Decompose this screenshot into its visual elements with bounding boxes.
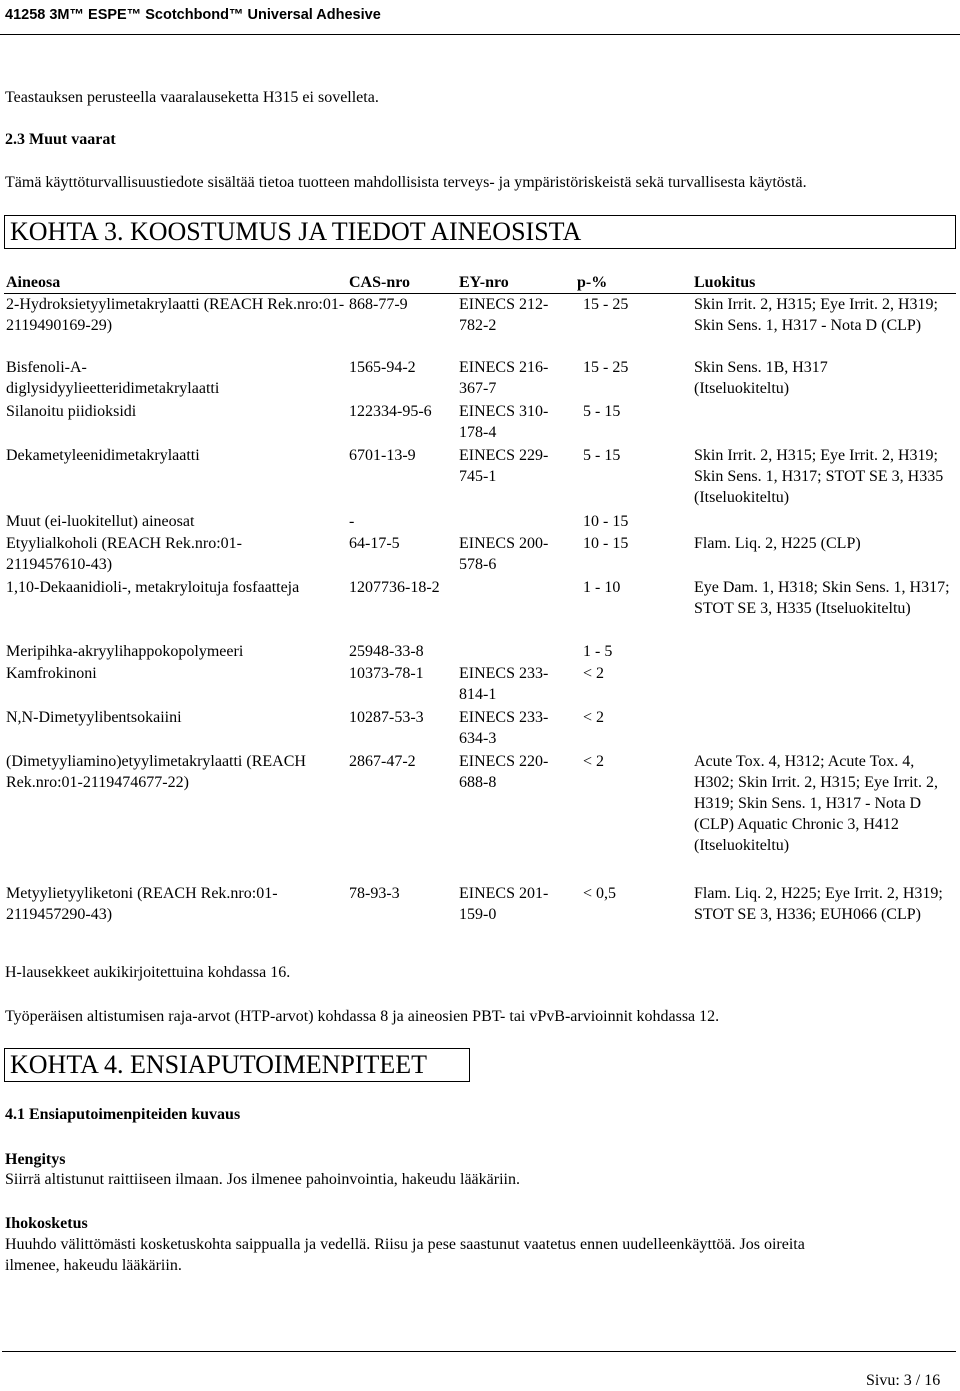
cell-ec: EINECS 200-578-6	[459, 534, 549, 573]
cell-ec: EINECS 229-745-1	[459, 446, 549, 485]
cell-class	[692, 641, 956, 663]
cell-pct: 15 - 25	[583, 296, 629, 313]
cell-class	[692, 511, 956, 533]
cell-class	[692, 707, 956, 751]
header-cas: CAS-nro	[347, 272, 457, 294]
ihokosketus-label: Ihokosketus	[5, 1215, 88, 1232]
cell-class: Skin Sens. 1B, H317 (Itseluokiteltu)	[694, 358, 828, 397]
cell-class: Flam. Liq. 2, H225 (CLP)	[694, 534, 861, 552]
cell-cas: 6701-13-9	[349, 446, 416, 464]
cell-ec	[457, 641, 575, 663]
cell-pct: < 0,5	[583, 884, 617, 902]
subheading-muut-vaarat: 2.3 Muut vaarat	[5, 131, 116, 148]
cell-pct: 15 - 25	[583, 358, 629, 376]
cell-cas: 1207736-18-2	[349, 578, 440, 596]
cell-class: Skin Irrit. 2, H315; Eye Irrit. 2, H319; Skin Sens. 1, H317; STOT SE 3, H335 (Itseluokiteltu)	[694, 446, 944, 506]
cell-class: Acute Tox. 4, H312; Acute Tox. 4, H302; Skin Irrit. 2, H315; Eye Irrit. 2, H319; Skin Sens. 1, H317 - Nota D (CLP) Aquatic Chronic 3, H412 (Itseluokiteltu)	[694, 752, 938, 854]
cell-cas: 64-17-5	[349, 534, 400, 552]
cell-cas: 10373-78-1	[349, 664, 424, 682]
cell-name: Metyylietyyliketoni (REACH Rek.nro:01-2119457290-43)	[6, 884, 278, 923]
table-row	[4, 357, 956, 401]
cell-class: Flam. Liq. 2, H225; Eye Irrit. 2, H319; STOT SE 3, H336; EUH066 (CLP)	[694, 884, 943, 923]
intro-text-2: Tämä käyttöturvallisuustiedote sisältää tietoa tuotteen mahdollisista terveys- ja ympäristöriskeistä sekä turvallisesta käytöstä.	[5, 174, 807, 191]
cell-ec	[457, 577, 575, 641]
cell-name: Bisfenoli-A-diglysidyylieetteridimetakrylaatti	[6, 358, 220, 397]
cell-pct: 10 - 15	[583, 512, 629, 530]
header-ey: EY-nro	[457, 272, 575, 294]
subheading-ensiapu: 4.1 Ensiaputoimenpiteiden kuvaus	[5, 1106, 241, 1123]
cell-cas: 2867-47-2	[349, 752, 416, 770]
cell-pct: 1 - 10	[583, 578, 621, 596]
cell-cas: 78-93-3	[349, 884, 400, 902]
table-row	[4, 445, 956, 511]
cell-pct: < 2	[583, 752, 605, 770]
cell-name: Muut (ei-luokitellut) aineosat	[6, 512, 195, 530]
section-3-heading: KOHTA 3. KOOSTUMUS JA TIEDOT AINEOSISTA	[4, 215, 956, 249]
composition-table	[4, 272, 956, 947]
cell-pct: 10 - 15	[583, 534, 629, 552]
cell-name: Dekametyleenidimetakrylaatti	[6, 446, 200, 464]
cell-cas: 10287-53-3	[349, 708, 424, 726]
cell-ec	[457, 511, 575, 533]
cell-name: Silanoitu piidioksidi	[6, 402, 137, 420]
document-header	[0, 0, 960, 35]
cell-name: 2-Hydroksietyylimetakrylaatti (REACH Rek.nro:01-2119490169-29)	[6, 296, 345, 334]
cell-class: Eye Dam. 1, H318; Skin Sens. 1, H317; STOT SE 3, H335 (Itseluokiteltu)	[694, 578, 950, 617]
ihokosketus-text-1: Huuhdo välittömästi kosketuskohta saippualla ja vedellä. Riisu ja pese saastunut vaatetus ennen uudelleenkäyttöä. Jos oireita	[5, 1236, 805, 1253]
cell-cas: -	[349, 512, 355, 530]
table-row	[4, 511, 956, 533]
cell-pct: < 2	[583, 664, 605, 682]
cell-pct: 5 - 15	[583, 446, 621, 464]
cell-pct: < 2	[583, 708, 605, 726]
table-row	[4, 294, 956, 357]
cell-name: Etyylialkoholi (REACH Rek.nro:01-2119457610-43)	[6, 534, 242, 573]
cell-name: 1,10-Dekaanidioli-, metakryloituja fosfaatteja	[6, 578, 300, 596]
cell-pct: 5 - 15	[583, 402, 621, 420]
header-luokitus: Luokitus	[692, 272, 956, 294]
hengitys-text: Siirrä altistunut raittiiseen ilmaan. Jos ilmenee pahoinvointia, hakeudu lääkäriin.	[5, 1171, 520, 1188]
cell-name: Kamfrokinoni	[6, 664, 97, 682]
table-row	[4, 883, 956, 947]
htp-note: Työperäisen altistumisen raja-arvot (HTP-arvot) kohdassa 8 ja aineosien PBT- tai vPvB-arvioinnit kohdassa 12.	[5, 1008, 720, 1025]
cell-class	[692, 663, 956, 707]
cell-ec: EINECS 201-159-0	[459, 884, 549, 923]
cell-cas: 122334-95-6	[349, 402, 432, 420]
section-4-heading: KOHTA 4. ENSIAPUTOIMENPITEET	[4, 1048, 470, 1082]
table-row	[4, 751, 956, 883]
table-row	[4, 533, 956, 577]
cell-class	[692, 401, 956, 445]
table-header-row	[4, 272, 956, 294]
cell-name: N,N-Dimetyylibentsokaiini	[6, 708, 182, 726]
cell-ec: EINECS 216-367-7	[459, 358, 549, 397]
cell-cas: 1565-94-2	[349, 358, 416, 376]
table-row	[4, 663, 956, 707]
cell-name: Meripihka-akryylihappokopolymeeri	[6, 642, 244, 660]
cell-class: Skin Irrit. 2, H315; Eye Irrit. 2, H319; Skin Sens. 1, H317 - Nota D (CLP)	[694, 296, 938, 334]
document-title: 41258 3M™ ESPE™ Scotchbond™ Universal Adhesive	[5, 7, 381, 23]
cell-name: (Dimetyyliamino)etyylimetakrylaatti (REACH Rek.nro:01-2119474677-22)	[6, 752, 306, 791]
cell-ec: EINECS 233-814-1	[459, 664, 549, 703]
ihokosketus-text-2: ilmenee, hakeudu lääkäriin.	[5, 1257, 182, 1274]
table-row	[4, 577, 956, 641]
cell-ec: EINECS 310-178-4	[459, 402, 549, 441]
cell-cas: 25948-33-8	[349, 642, 424, 660]
cell-cas: 868-77-9	[349, 296, 408, 313]
header-pct: p-%	[575, 272, 692, 294]
cell-ec: EINECS 220-688-8	[459, 752, 549, 791]
table-row	[4, 401, 956, 445]
cell-ec: EINECS 233-634-3	[459, 708, 549, 747]
page-number: Sivu: 3 / 16	[866, 1372, 941, 1389]
table-row	[4, 707, 956, 751]
table-row	[4, 641, 956, 663]
cell-ec: EINECS 212-782-2	[459, 296, 549, 334]
hengitys-label: Hengitys	[5, 1151, 66, 1168]
footer-divider	[2, 1351, 956, 1352]
cell-pct: 1 - 5	[583, 642, 613, 660]
header-aineosa: Aineosa	[4, 272, 347, 294]
intro-text: Teastauksen perusteella vaaralauseketta H315 ei sovelleta.	[5, 89, 379, 106]
h-statements-note: H-lausekkeet aukikirjoitettuina kohdassa 16.	[5, 964, 291, 981]
